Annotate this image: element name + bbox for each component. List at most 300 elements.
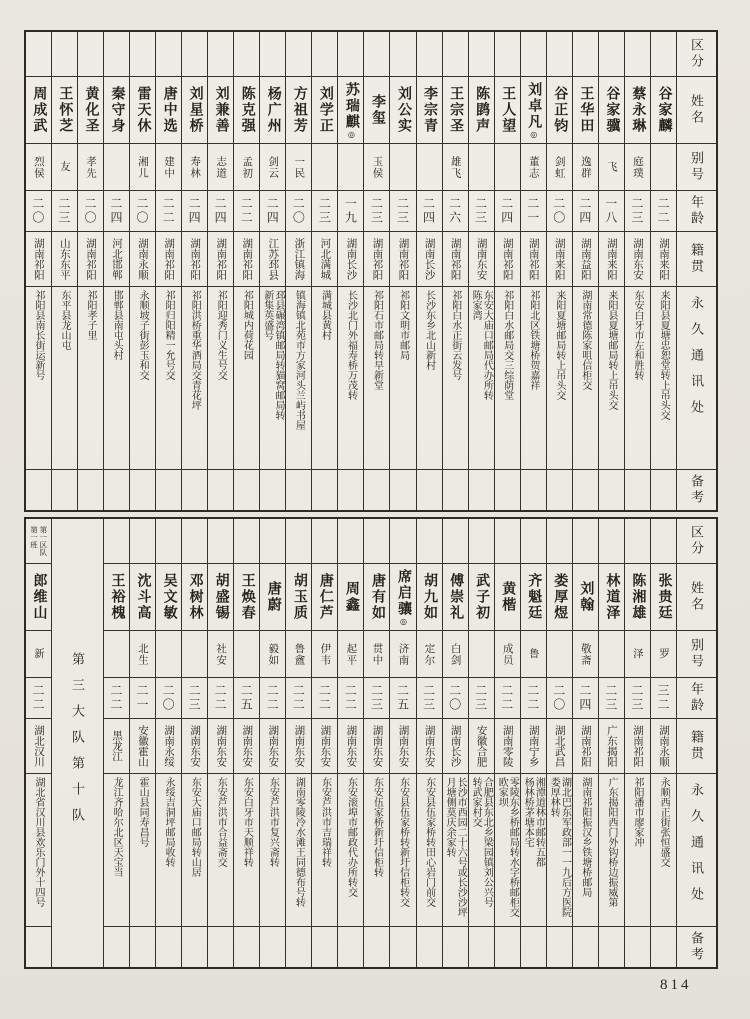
age-cell [208, 190, 233, 231]
division-cell [234, 32, 259, 76]
address-text [293, 777, 304, 907]
division-cell [651, 32, 676, 76]
person-name [549, 86, 569, 134]
alias-cell [208, 143, 233, 190]
remark-cell [573, 469, 598, 510]
address-line: 东安芦洪市复兴斋转 [267, 777, 279, 867]
person-name [133, 86, 153, 134]
remark-cell [443, 926, 468, 967]
origin-text: 湖南祁阳 [32, 238, 44, 280]
address-text [215, 777, 226, 867]
person-name [159, 573, 179, 621]
division-cell [599, 519, 624, 563]
alias-cell [182, 630, 207, 677]
person-name-text: 武子初 [474, 573, 490, 621]
age-text: 二二 [291, 684, 306, 712]
address-cell [130, 773, 155, 926]
name-cell [182, 76, 207, 143]
origin-cell [625, 231, 650, 286]
address-line: 湖北巴东军政部一一九后方医院 [559, 777, 571, 917]
address-cell [547, 773, 572, 926]
remark-cell [104, 926, 129, 967]
person-name [106, 573, 126, 621]
origin-text: 安徽霍山 [137, 725, 149, 767]
address-cell [130, 286, 155, 469]
person-name [653, 86, 673, 134]
age-text: 二〇 [135, 197, 150, 225]
alias-text: 寿林 [189, 155, 201, 179]
person-column [416, 32, 442, 510]
name-cell [364, 76, 389, 143]
alias-cell [364, 143, 389, 190]
age-cell [156, 190, 181, 231]
name-cell [521, 76, 546, 143]
address-cell [26, 773, 51, 926]
age-cell [417, 190, 442, 231]
person-column [363, 32, 389, 510]
row-header-cell [677, 718, 716, 773]
age-text: 二〇 [551, 197, 566, 225]
origin-cell [417, 231, 442, 286]
age-text: 二三 [369, 197, 384, 225]
address-text [293, 290, 304, 430]
remark-cell [417, 469, 442, 510]
person-column [181, 32, 207, 510]
address-line: 祁阳石市邮局转早新堂 [371, 290, 383, 390]
origin-cell [130, 718, 155, 773]
division-line: 第一班 [29, 526, 39, 549]
address-line: 永顺西正街张恒盛交 [658, 777, 670, 867]
age-cell [104, 677, 129, 718]
age-text: 三二 [655, 684, 670, 712]
alias-cell [156, 630, 181, 677]
person-column [520, 519, 546, 967]
origin-text: 湖南东安 [215, 725, 227, 767]
origin-cell [599, 231, 624, 286]
remark-cell [156, 926, 181, 967]
person-name-text: 席启骧 [396, 568, 411, 617]
name-cell [625, 76, 650, 143]
address-cell [364, 773, 389, 926]
remark-cell [599, 926, 624, 967]
age-cell [443, 190, 468, 231]
address-text [528, 290, 539, 390]
person-name [211, 86, 231, 134]
person-name-text: 刘学正 [317, 86, 333, 134]
address-cell [495, 773, 520, 926]
address-text [606, 777, 617, 907]
name-cell [104, 563, 129, 630]
person-name-text: 唐蔚 [265, 581, 281, 613]
age-cell [234, 190, 259, 231]
person-column [207, 32, 233, 510]
row-header-cell [677, 231, 716, 286]
origin-cell [364, 718, 389, 773]
alias-cell [417, 630, 442, 677]
address-cell [651, 286, 676, 469]
age-text: 二三 [629, 684, 644, 712]
address-text [658, 777, 669, 867]
alias-cell [26, 630, 51, 677]
address-text [319, 777, 330, 867]
address-line: 邯郸县南屯头村 [111, 290, 123, 360]
origin-text: 湖南祁阳 [501, 238, 513, 280]
division-cell [182, 519, 207, 563]
alias-text: 罗 [657, 648, 669, 660]
age-text: 二三 [317, 197, 332, 225]
division-cell [104, 519, 129, 563]
origin-text: 湖南东安 [267, 725, 279, 767]
alias-cell [443, 630, 468, 677]
origin-cell [156, 718, 181, 773]
row-header-column [676, 519, 716, 967]
row-header-label: 永久通讯处 [689, 296, 704, 426]
origin-text: 湖南祁阳 [241, 238, 253, 280]
address-line: 湖北省汉川县欢乐门外十四号 [33, 777, 45, 907]
alias-cell [26, 143, 51, 190]
age-text: 二五 [239, 684, 254, 712]
row-header-cell [677, 469, 716, 510]
age-text: 二二 [213, 684, 228, 712]
age-cell [390, 190, 415, 231]
remark-cell [573, 926, 598, 967]
name-cell [495, 563, 520, 630]
origin-text: 湖南祁阳 [215, 238, 227, 280]
address-text [241, 290, 252, 360]
address-line: 镇海镇北苑市方家河头兰屿书屋 [293, 290, 305, 430]
origin-cell [390, 718, 415, 773]
age-cell [312, 190, 337, 231]
address-line: 邳县碾湾镇邮局转猫窝邮局转 [272, 290, 284, 420]
age-cell [599, 677, 624, 718]
age-cell [521, 677, 546, 718]
alias-text: 一民 [293, 155, 305, 179]
remark-cell [338, 926, 363, 967]
alias-text: 起平 [345, 642, 357, 666]
remark-cell [495, 469, 520, 510]
address-cell [286, 286, 311, 469]
age-text: 二三 [56, 197, 71, 225]
origin-cell [443, 231, 468, 286]
origin-text: 湖南东安 [241, 725, 253, 767]
row-header-cell [677, 286, 716, 469]
origin-cell [208, 718, 233, 773]
origin-cell [469, 231, 494, 286]
person-column [468, 519, 494, 967]
person-name-text: 胡盛锡 [213, 573, 229, 621]
person-name [54, 86, 74, 134]
alias-text: 鲁 [527, 648, 539, 660]
person-name [211, 573, 231, 621]
name-cell [469, 563, 494, 630]
person-name-text: 娄厚煜 [552, 573, 568, 621]
address-text [163, 290, 174, 380]
person-name-text: 陈湘雄 [630, 573, 646, 621]
alias-text: 社安 [215, 642, 227, 666]
person-name-text: 刘公实 [396, 86, 411, 134]
age-text: 二六 [447, 197, 462, 225]
person-name [263, 86, 283, 134]
origin-text: 湖南东安 [423, 725, 435, 767]
origin-text: 湖南永绥 [163, 725, 175, 767]
person-name-text: 王华田 [578, 86, 594, 134]
name-cell [78, 76, 103, 143]
remark-cell [390, 469, 415, 510]
person-name [601, 573, 621, 621]
person-name [28, 573, 48, 621]
age-cell [651, 190, 676, 231]
person-column [51, 32, 77, 510]
person-name-text: 邓树林 [187, 573, 203, 621]
address-text [658, 290, 669, 420]
origin-cell [156, 231, 181, 286]
person-column [207, 519, 233, 967]
remark-cell [26, 926, 51, 967]
origin-text: 湖南宁乡 [527, 725, 539, 767]
person-column [155, 32, 181, 510]
age-cell [260, 677, 285, 718]
address-line: 东安伍家桥新圩信柜转 [371, 777, 383, 877]
age-text: 二四 [187, 197, 202, 225]
address-line: 东安大庙口邮局转山居 [189, 777, 201, 877]
person-name [471, 86, 491, 134]
age-cell [469, 677, 494, 718]
age-cell [338, 190, 363, 231]
division-cell [443, 32, 468, 76]
age-text: 二三 [603, 684, 618, 712]
person-name-text: 陈克强 [239, 86, 255, 134]
division-cell [260, 32, 285, 76]
address-text [397, 290, 408, 360]
address-line: 长沙东乡北山新村 [423, 290, 435, 370]
address-line: 长沙市西园二十六号或长沙沙坪 [455, 777, 467, 917]
person-name [237, 573, 257, 621]
address-line: 合肥县东北乡梁园镇刘公兴号 [481, 777, 493, 907]
origin-cell [651, 718, 676, 773]
address-text [59, 290, 70, 350]
address-text [580, 290, 591, 390]
age-text: 二四 [577, 197, 592, 225]
person-name [497, 581, 517, 613]
age-cell [573, 677, 598, 718]
age-text: 二二 [161, 197, 176, 225]
address-text [632, 777, 643, 847]
origin-cell [260, 718, 285, 773]
address-cell [573, 286, 598, 469]
division-line: 第一区队 [38, 526, 48, 556]
address-text [345, 290, 356, 400]
remark-cell [208, 469, 233, 510]
address-cell [156, 286, 181, 469]
remark-cell [364, 469, 389, 510]
alias-text: 毅如 [267, 642, 279, 666]
person-name [289, 86, 309, 134]
address-text [163, 777, 174, 867]
origin-cell [234, 231, 259, 286]
person-column [103, 519, 129, 967]
alias-cell [338, 143, 363, 190]
alias-cell [573, 143, 598, 190]
age-cell [312, 677, 337, 718]
person-name-text: 黄楷 [500, 581, 516, 613]
name-cell [234, 76, 259, 143]
address-text [632, 290, 643, 380]
name-cell [52, 76, 77, 143]
address-cell [521, 773, 546, 926]
alias-cell [182, 143, 207, 190]
division-cell [495, 32, 520, 76]
age-text: 二四 [499, 197, 514, 225]
address-cell [26, 286, 51, 469]
person-name [627, 86, 647, 134]
person-name-text: 秦守身 [109, 86, 125, 134]
remark-cell [338, 469, 363, 510]
division-cell [547, 519, 572, 563]
person-name-text: 王焕春 [239, 573, 255, 621]
person-column [468, 32, 494, 510]
address-line: 湘潭道林市邮转五都 [533, 777, 545, 867]
alias-cell [234, 143, 259, 190]
address-cell [469, 286, 494, 469]
alias-cell [547, 630, 572, 677]
name-cell [286, 76, 311, 143]
origin-text: 湖南祁阳 [449, 238, 461, 280]
name-cell [364, 563, 389, 630]
person-column [624, 519, 650, 967]
address-cell [286, 773, 311, 926]
person-name [601, 86, 621, 134]
remark-cell [547, 469, 572, 510]
row-header-cell [677, 563, 716, 630]
origin-text: 湖南祁阳 [579, 725, 591, 767]
person-name-text: 唐仁芦 [317, 573, 333, 621]
address-text [241, 777, 252, 867]
address-text [423, 777, 434, 907]
page-number: 814 [660, 977, 692, 993]
person-name-text: 王宗圣 [448, 86, 464, 134]
origin-text: 河北邯郸 [111, 238, 122, 280]
remark-cell [286, 926, 311, 967]
age-text: 二〇 [82, 197, 97, 225]
alias-cell [338, 630, 363, 677]
division-cell [547, 32, 572, 76]
division-cell [364, 519, 389, 563]
row-header-label: 区分 [689, 38, 704, 70]
remark-cell [130, 926, 155, 967]
remark-cell [234, 469, 259, 510]
division-cell [651, 519, 676, 563]
division-cell [573, 32, 598, 76]
origin-text: 湖南祁阳 [631, 725, 643, 767]
remark-cell [443, 469, 468, 510]
person-name [445, 86, 465, 134]
remark-cell [260, 469, 285, 510]
age-text: 二四 [108, 197, 123, 225]
age-cell [625, 677, 650, 718]
address-cell [182, 286, 207, 469]
remark-cell [417, 926, 442, 967]
address-cell [390, 773, 415, 926]
row-header-label: 备考 [689, 931, 704, 963]
division-cell [469, 519, 494, 563]
address-line: 祁阳白水正街云发号 [449, 290, 461, 380]
name-cell [312, 563, 337, 630]
origin-cell [625, 718, 650, 773]
name-cell [417, 563, 442, 630]
remark-cell [469, 469, 494, 510]
origin-cell [286, 718, 311, 773]
person-column [598, 32, 624, 510]
origin-text: 湖南东安 [475, 238, 487, 280]
address-line: 祁阳文明市邮局 [397, 290, 409, 360]
alias-text: 董志 [527, 155, 539, 179]
person-name [28, 86, 48, 134]
address-cell [182, 773, 207, 926]
address-cell [469, 773, 494, 926]
remark-cell [364, 926, 389, 967]
remark-cell [156, 469, 181, 510]
origin-text: 湖南祁阳 [189, 238, 201, 280]
person-column [26, 519, 51, 967]
origin-text: 广东揭阳 [605, 725, 617, 767]
origin-text: 湖南东安 [397, 725, 409, 767]
address-cell [599, 773, 624, 926]
division-cell [286, 32, 311, 76]
remark-cell [260, 926, 285, 967]
alias-text: 志道 [215, 155, 227, 179]
address-text [137, 777, 148, 847]
origin-cell [208, 231, 233, 286]
age-text: 二二 [265, 684, 280, 712]
row-header-label: 籍贯 [689, 243, 704, 275]
age-cell [599, 190, 624, 231]
age-text: 二〇 [291, 197, 306, 225]
alias-cell [521, 143, 546, 190]
address-line: 转武家村交 [470, 777, 482, 827]
address-line: 祁阳县南长街运新号 [32, 290, 44, 380]
division-cell [338, 519, 363, 563]
name-cell [260, 563, 285, 630]
origin-cell [599, 718, 624, 773]
name-cell [469, 76, 494, 143]
origin-text: 湖南来阳 [657, 238, 669, 280]
name-cell [390, 76, 415, 143]
alias-cell [521, 630, 546, 677]
alias-cell [495, 630, 520, 677]
origin-text: 湖南东安 [293, 725, 305, 767]
division-cell [130, 519, 155, 563]
alias-cell [104, 143, 129, 190]
address-cell [312, 286, 337, 469]
address-line: 东安芦洪市吉瑞祥转 [319, 777, 331, 867]
origin-text: 湖南来阳 [605, 238, 617, 280]
address-line: 霍山县同寿昌号 [137, 777, 149, 847]
address-line: 东安县伍家桥转新圩信柜转交 [397, 777, 409, 907]
alias-cell [52, 143, 77, 190]
address-cell [390, 286, 415, 469]
origin-cell [521, 231, 546, 286]
age-text: 二一 [135, 684, 150, 712]
age-cell [78, 190, 103, 231]
division-cell [417, 519, 442, 563]
name-cell [495, 76, 520, 143]
division-cell [521, 32, 546, 76]
age-cell [52, 190, 77, 231]
address-line: 零陵东乡桥邮局转水字桥邮柜交 [507, 777, 519, 917]
origin-cell [286, 231, 311, 286]
person-column [389, 32, 415, 510]
address-line: 东安滚埠市邮政代办所转交 [345, 777, 357, 897]
